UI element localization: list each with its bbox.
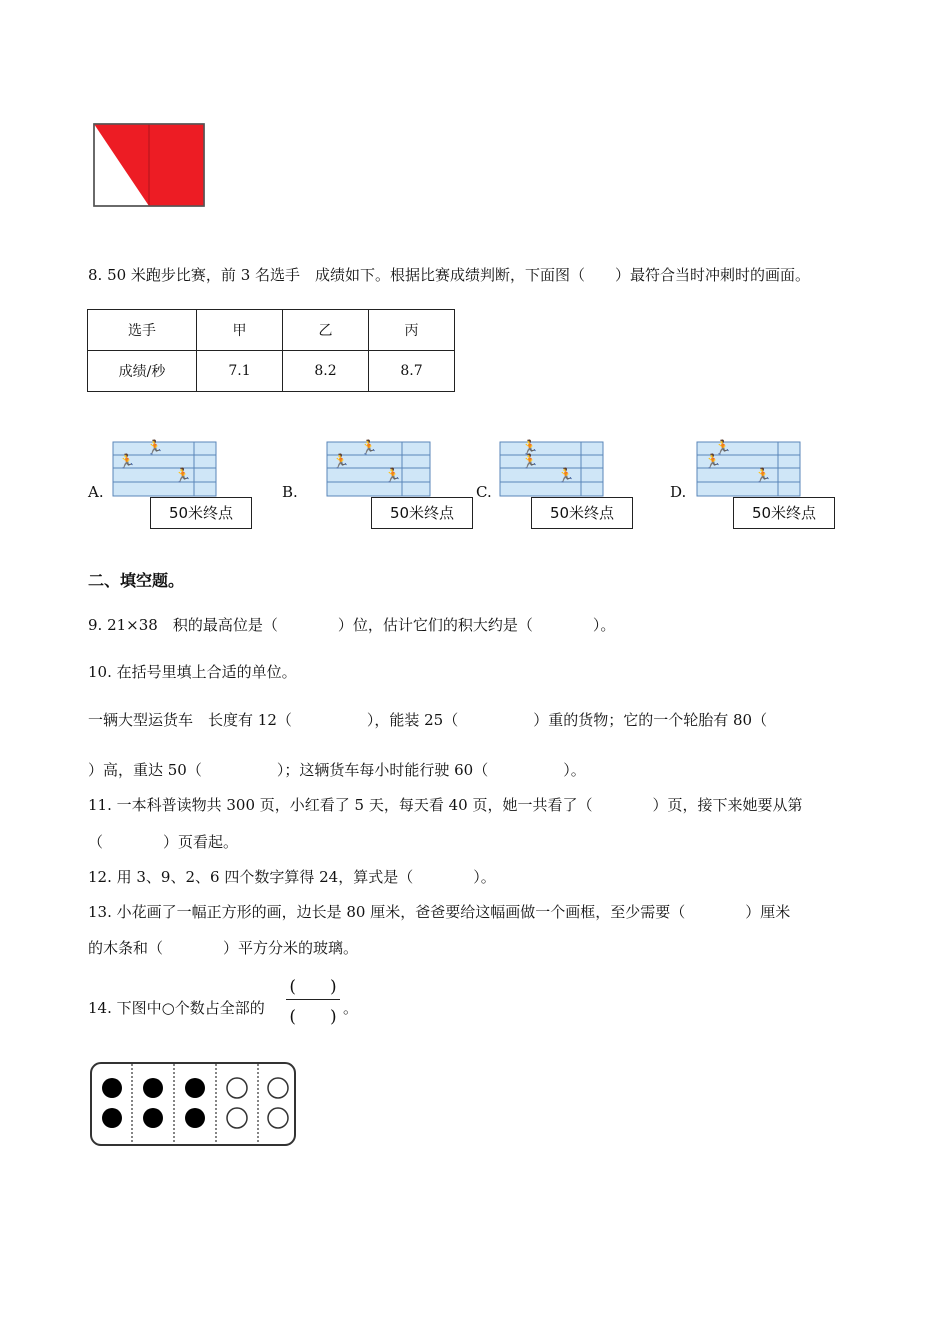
table-cell: 丙 — [369, 310, 455, 351]
option-d-track — [696, 436, 802, 498]
svg-text:🏃: 🏃 — [384, 468, 402, 484]
question-10-line-2: ）高，重达 50（ ）；这辆货车每小时能行驶 60（ ）。 — [88, 761, 586, 779]
question-13-line-1: 13. 小花画了一幅正方形的画，边长是 80 厘米，爸爸要给这幅画做一个画框，至少需要（ ）厘米 — [88, 903, 791, 921]
question-14-text: 14. 下图中○个数占全部的 — [88, 999, 265, 1017]
question-13-line-2: 的木条和（ ）平方分米的玻璃。 — [88, 939, 359, 957]
table-cell: 8.2 — [283, 351, 369, 392]
question-11-line-2: （ ）页看起。 — [88, 833, 239, 851]
option-a-label[interactable]: A. — [88, 483, 104, 501]
svg-text:🏃: 🏃 — [521, 454, 539, 470]
table-cell: 7.1 — [197, 351, 283, 392]
option-c-finish-label: 50米终点 — [531, 497, 633, 529]
option-b-track — [326, 436, 432, 498]
question-8-text: 8. 50 米跑步比赛，前 3 名选手 成绩如下。根据比赛成绩判断，下面图（ ）最符合当时冲刺时的画面。 — [88, 266, 811, 284]
svg-text:🏃: 🏃 — [714, 440, 732, 456]
question-11-line-1: 11. 一本科普读物共 300 页，小红看了 5 天，每天看 40 页，她一共看了（ ）页，接下来她要从第 — [88, 796, 803, 814]
option-a-finish-label: 50米终点 — [150, 497, 252, 529]
option-b-label[interactable]: B. — [282, 483, 298, 501]
fraction-numerator: ( ) — [289, 977, 337, 997]
table-cell: 乙 — [283, 310, 369, 351]
shaded-square-figure — [90, 120, 210, 212]
option-c-label[interactable]: C. — [476, 483, 492, 501]
scores-table — [87, 309, 455, 392]
question-10-title: 10. 在括号里填上合适的单位。 — [88, 663, 297, 681]
ten-frame-figure — [88, 1060, 300, 1150]
section-2-heading: 二、填空题。 — [88, 571, 185, 590]
svg-text:🏃: 🏃 — [521, 440, 539, 456]
svg-text:🏃: 🏃 — [174, 468, 192, 484]
table-row — [88, 351, 455, 392]
svg-text:🏃: 🏃 — [146, 440, 164, 456]
table-cell: 选手 — [88, 310, 197, 351]
option-d-label[interactable]: D. — [670, 483, 687, 501]
table-cell: 8.7 — [369, 351, 455, 392]
table-row — [88, 310, 455, 351]
svg-text:🏃: 🏃 — [557, 468, 575, 484]
svg-text:🏃: 🏃 — [332, 454, 350, 470]
svg-text:🏃: 🏃 — [118, 454, 136, 470]
svg-text:🏃: 🏃 — [704, 454, 722, 470]
option-d-finish-label: 50米终点 — [733, 497, 835, 529]
blank-fraction[interactable] — [286, 970, 340, 1030]
option-c-track — [499, 436, 605, 498]
fraction-denominator: ( ) — [289, 1007, 337, 1027]
svg-text:🏃: 🏃 — [754, 468, 772, 484]
question-14-end: 。 — [343, 999, 359, 1017]
table-cell: 成绩/秒 — [88, 351, 197, 392]
table-cell: 甲 — [197, 310, 283, 351]
fraction-bar — [286, 999, 340, 1000]
option-a-track — [112, 436, 218, 498]
question-12-text: 12. 用 3、9、2、6 四个数字算得 24，算式是（ ）。 — [88, 868, 496, 886]
option-b-finish-label: 50米终点 — [371, 497, 473, 529]
question-10-line-1: 一辆大型运货车 长度有 12（ ），能装 25（ ）重的货物；它的一个轮胎有 80（ — [88, 711, 768, 729]
question-9-text: 9. 21×38 积的最高位是（ ）位，估计它们的积大约是（ ）。 — [88, 616, 616, 634]
svg-text:🏃: 🏃 — [360, 440, 378, 456]
